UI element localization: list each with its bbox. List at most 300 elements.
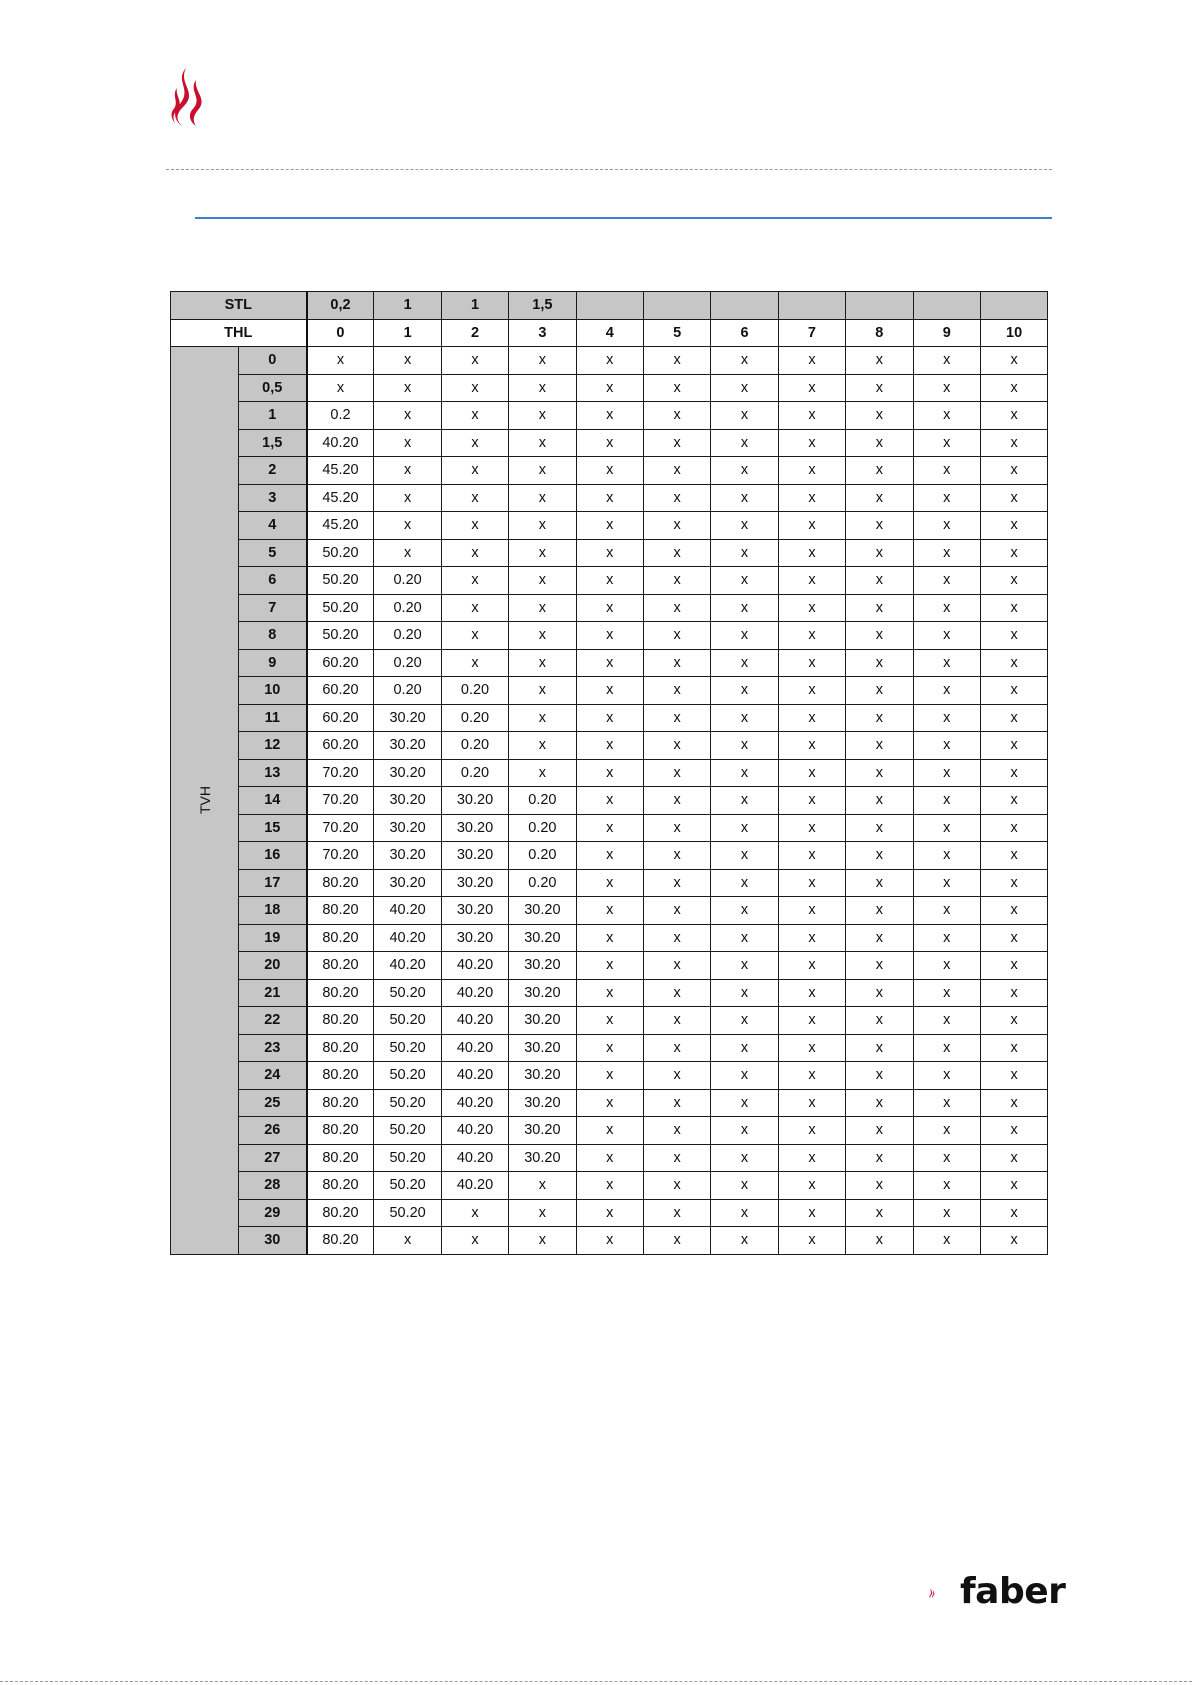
table-cell: x [711,429,778,457]
table-cell: x [509,594,576,622]
tvh-value: 20 [239,952,307,980]
thl-label: THL [171,319,307,347]
tvh-value: 0,5 [239,374,307,402]
table-row [171,732,1048,760]
table-cell: x [576,759,643,787]
table-cell: x [913,347,980,375]
table-cell: x [643,1227,710,1255]
table-cell: 0.20 [374,677,441,705]
table-row [171,457,1048,485]
table-cell: x [778,897,845,925]
table-cell: x [643,952,710,980]
table-row [171,1144,1048,1172]
table-cell: x [846,594,913,622]
tvh-value: 5 [239,539,307,567]
table-cell: x [913,1117,980,1145]
table-cell: x [576,1117,643,1145]
table-cell: x [643,594,710,622]
table-cell: x [980,457,1047,485]
thl-value: 2 [441,319,508,347]
table-cell: x [980,787,1047,815]
table-cell: 40.20 [374,952,441,980]
table-cell: x [374,402,441,430]
table-cell: x [711,594,778,622]
table-cell: x [913,374,980,402]
flame-logo-icon [164,66,212,128]
table-cell: x [441,429,508,457]
table-cell: x [913,539,980,567]
table-row [171,1089,1048,1117]
table-cell: 40.20 [441,1172,508,1200]
stl-row [171,292,1048,320]
table-cell: x [643,924,710,952]
table-cell: x [576,649,643,677]
table-cell: x [980,1034,1047,1062]
table-cell: 30.20 [509,979,576,1007]
table-cell: x [441,402,508,430]
table-cell: 0.20 [374,567,441,595]
table-cell: x [980,1117,1047,1145]
tvh-value: 12 [239,732,307,760]
table-cell: x [913,952,980,980]
table-cell: x [576,979,643,1007]
tvh-value: 24 [239,1062,307,1090]
table-cell: x [643,457,710,485]
table-cell: 30.20 [441,814,508,842]
table-cell: x [509,402,576,430]
table-cell: x [846,704,913,732]
tvh-value: 6 [239,567,307,595]
table-cell: x [643,732,710,760]
table-cell: x [509,622,576,650]
table-cell: x [576,704,643,732]
table-cell: 50.20 [374,1172,441,1200]
table-cell: x [778,512,845,540]
table-cell: x [980,952,1047,980]
table-cell: x [980,567,1047,595]
table-cell: 30.20 [509,897,576,925]
table-cell: 80.20 [307,1089,374,1117]
tvh-value: 29 [239,1199,307,1227]
table-cell: 30.20 [374,787,441,815]
table-cell: x [913,594,980,622]
table-cell: x [913,787,980,815]
thl-value: 1 [374,319,441,347]
table-cell: x [643,512,710,540]
table-row [171,1227,1048,1255]
table-cell: x [576,732,643,760]
table-cell: x [913,842,980,870]
table-cell: x [711,704,778,732]
tvh-value: 1,5 [239,429,307,457]
table-cell: 80.20 [307,979,374,1007]
table-cell: x [778,1172,845,1200]
stl-value: 0,2 [307,292,374,320]
table-cell: x [846,814,913,842]
table-cell: x [778,1007,845,1035]
table-cell: x [576,622,643,650]
table-cell: x [846,567,913,595]
table-cell: 50.20 [374,1144,441,1172]
table-cell: x [441,457,508,485]
table-cell: x [643,1007,710,1035]
tvh-value: 22 [239,1007,307,1035]
table-cell: x [374,512,441,540]
table-cell: x [980,484,1047,512]
table-cell: x [711,842,778,870]
tvh-value: 14 [239,787,307,815]
table-cell: 50.20 [374,1007,441,1035]
tvh-value: 10 [239,677,307,705]
table-cell: x [711,1117,778,1145]
table-cell: x [846,1034,913,1062]
table-cell: x [711,732,778,760]
stl-value [980,292,1047,320]
table-cell: x [980,1089,1047,1117]
table-cell: x [441,649,508,677]
table-row [171,979,1048,1007]
table-cell: x [980,732,1047,760]
table-cell: x [441,567,508,595]
thl-value: 5 [643,319,710,347]
table-cell: 0.20 [374,622,441,650]
table-row [171,952,1048,980]
table-cell: 45.20 [307,512,374,540]
table-cell: 50.20 [374,1199,441,1227]
table-cell: x [643,1199,710,1227]
table-cell: x [643,759,710,787]
table-cell: x [307,347,374,375]
table-cell: x [846,759,913,787]
table-cell: 60.20 [307,649,374,677]
table-cell: x [778,347,845,375]
table-cell: 70.20 [307,759,374,787]
table-cell: x [643,704,710,732]
table-cell: x [643,484,710,512]
table-cell: x [846,1227,913,1255]
table-cell: x [643,649,710,677]
table-cell: 30.20 [441,787,508,815]
table-cell: x [913,759,980,787]
table-cell: 0.20 [509,814,576,842]
table-cell: 0.20 [509,842,576,870]
table-row [171,374,1048,402]
tvh-value: 28 [239,1172,307,1200]
thl-value: 6 [711,319,778,347]
tvh-value: 15 [239,814,307,842]
table-cell: x [846,869,913,897]
table-cell: 50.20 [374,1117,441,1145]
table-cell: x [980,814,1047,842]
table-cell: 30.20 [374,869,441,897]
table-cell: x [576,484,643,512]
table-cell: 80.20 [307,869,374,897]
table-cell: x [980,429,1047,457]
table-cell: x [778,704,845,732]
table-cell: 30.20 [374,732,441,760]
table-cell: x [643,677,710,705]
table-cell: x [643,1144,710,1172]
stl-value: 1 [441,292,508,320]
table-cell: x [509,677,576,705]
table-row [171,704,1048,732]
table-row [171,649,1048,677]
tvh-value: 30 [239,1227,307,1255]
table-cell: x [913,512,980,540]
table-cell: x [441,1199,508,1227]
table-cell: x [980,704,1047,732]
table-cell: x [778,539,845,567]
table-cell: x [778,429,845,457]
tvh-value: 26 [239,1117,307,1145]
table-cell: 50.20 [374,1034,441,1062]
table-row [171,402,1048,430]
table-cell: 80.20 [307,1034,374,1062]
table-cell: x [913,897,980,925]
table-cell: 80.20 [307,1172,374,1200]
table-cell: x [913,429,980,457]
table-cell: 50.20 [307,594,374,622]
table-cell: x [441,594,508,622]
table-cell: 80.20 [307,952,374,980]
table-cell: x [846,677,913,705]
table-cell: x [846,649,913,677]
table-cell: x [576,429,643,457]
table-cell: 70.20 [307,814,374,842]
table-cell: x [778,374,845,402]
table-cell: x [913,1034,980,1062]
table-cell: 50.20 [374,979,441,1007]
table-cell: x [374,1227,441,1255]
table-cell: x [846,1172,913,1200]
table-cell: x [846,1199,913,1227]
table-cell: x [778,1034,845,1062]
table-cell: x [576,897,643,925]
table-row [171,1199,1048,1227]
table-cell: x [576,952,643,980]
table-cell: x [980,347,1047,375]
table-cell: x [441,512,508,540]
table-cell: x [576,539,643,567]
table-row [171,897,1048,925]
table-cell: x [441,347,508,375]
table-cell: x [711,374,778,402]
table-cell: x [643,979,710,1007]
table-cell: x [576,594,643,622]
tvh-value: 2 [239,457,307,485]
table-cell: x [576,1034,643,1062]
header-divider [166,169,1052,170]
table-cell: x [980,842,1047,870]
table-cell: x [711,1089,778,1117]
table-cell: x [509,1172,576,1200]
table-cell: x [980,924,1047,952]
tvh-value: 17 [239,869,307,897]
table-cell: x [711,649,778,677]
table-cell: x [576,347,643,375]
table-cell: 40.20 [441,1034,508,1062]
stl-value [643,292,710,320]
tvh-value: 23 [239,1034,307,1062]
table-cell: x [980,622,1047,650]
table-cell: 60.20 [307,732,374,760]
table-cell: 50.20 [374,1089,441,1117]
thl-value: 4 [576,319,643,347]
table-cell: x [711,869,778,897]
table-cell: 30.20 [509,1007,576,1035]
table-cell: 30.20 [441,869,508,897]
table-cell: 0.20 [441,732,508,760]
table-cell: x [509,484,576,512]
table-cell: x [576,1227,643,1255]
table-cell: x [778,979,845,1007]
table-cell: x [846,622,913,650]
table-cell: x [778,869,845,897]
table-cell: 30.20 [509,1062,576,1090]
table-cell: 50.20 [307,539,374,567]
dimension-table [170,291,1048,1255]
table-cell: x [778,677,845,705]
table-cell: x [711,759,778,787]
stl-value [711,292,778,320]
table-cell: x [509,374,576,402]
table-cell: x [913,1227,980,1255]
tvh-value: 16 [239,842,307,870]
table-cell: x [643,622,710,650]
tvh-value: 19 [239,924,307,952]
tvh-value: 27 [239,1144,307,1172]
table-cell: x [913,979,980,1007]
table-cell: x [846,842,913,870]
table-cell: x [778,457,845,485]
thl-row [171,319,1048,347]
table-cell: x [374,539,441,567]
thl-value: 7 [778,319,845,347]
table-cell: x [509,429,576,457]
table-cell: x [778,787,845,815]
table-cell: x [980,979,1047,1007]
table-cell: 30.20 [374,704,441,732]
stl-value [846,292,913,320]
table-cell: 70.20 [307,842,374,870]
table-cell: x [711,622,778,650]
thl-value: 3 [509,319,576,347]
table-cell: x [711,924,778,952]
table-cell: 40.20 [441,1144,508,1172]
table-row [171,539,1048,567]
stl-label: STL [171,292,307,320]
table-cell: x [576,1172,643,1200]
table-cell: x [846,457,913,485]
table-cell: 80.20 [307,1227,374,1255]
table-cell: x [778,622,845,650]
table-cell: x [643,429,710,457]
table-row [171,429,1048,457]
table-cell: x [846,512,913,540]
table-cell: x [643,814,710,842]
table-cell: 30.20 [509,1034,576,1062]
table-cell: x [913,622,980,650]
table-cell: 40.20 [441,1089,508,1117]
tvh-label-cell [171,347,239,1255]
table-cell: x [913,732,980,760]
table-cell: x [576,869,643,897]
table-cell: x [980,374,1047,402]
table-cell: x [846,347,913,375]
table-row [171,842,1048,870]
table-cell: x [980,402,1047,430]
tvh-value: 1 [239,402,307,430]
table-cell: x [778,842,845,870]
table-cell: x [711,1062,778,1090]
tvh-value: 25 [239,1089,307,1117]
table-cell: 30.20 [374,814,441,842]
table-cell: 30.20 [509,1144,576,1172]
section-rule [195,217,1052,219]
table-cell: x [509,347,576,375]
table-cell: x [307,374,374,402]
thl-value: 9 [913,319,980,347]
table-cell: x [576,1089,643,1117]
table-cell: x [576,924,643,952]
table-cell: x [509,457,576,485]
table-cell: 30.20 [374,759,441,787]
table-cell: x [711,539,778,567]
table-cell: x [913,1089,980,1117]
table-cell: x [846,924,913,952]
table-row [171,1034,1048,1062]
table-cell: x [576,1007,643,1035]
thl-value: 8 [846,319,913,347]
table-cell: x [441,374,508,402]
table-cell: x [980,649,1047,677]
table-cell: x [913,402,980,430]
table-cell: 0.20 [374,594,441,622]
table-row [171,677,1048,705]
table-cell: 50.20 [307,567,374,595]
table-cell: x [711,567,778,595]
table-cell: x [711,347,778,375]
tvh-value: 11 [239,704,307,732]
table-cell: x [778,594,845,622]
table-row [171,869,1048,897]
table-cell: x [913,649,980,677]
table-cell: x [778,567,845,595]
table-cell: x [711,1144,778,1172]
table-cell: x [846,1062,913,1090]
table-cell: x [711,1199,778,1227]
table-cell: 30.20 [441,842,508,870]
table-cell: 40.20 [441,1117,508,1145]
table-cell: 0.20 [374,649,441,677]
table-cell: x [846,1007,913,1035]
table-cell: x [846,979,913,1007]
table-cell: x [643,1172,710,1200]
table-cell: x [643,897,710,925]
table-cell: x [980,512,1047,540]
table-cell: x [643,1117,710,1145]
table-cell: x [913,457,980,485]
table-cell: x [980,539,1047,567]
table-cell: x [980,1062,1047,1090]
table-row [171,347,1048,375]
table-cell: 80.20 [307,1117,374,1145]
table-cell: x [980,1199,1047,1227]
tvh-value: 13 [239,759,307,787]
table-cell: x [711,512,778,540]
faber-flame-icon [928,1570,958,1616]
table-cell: x [711,814,778,842]
